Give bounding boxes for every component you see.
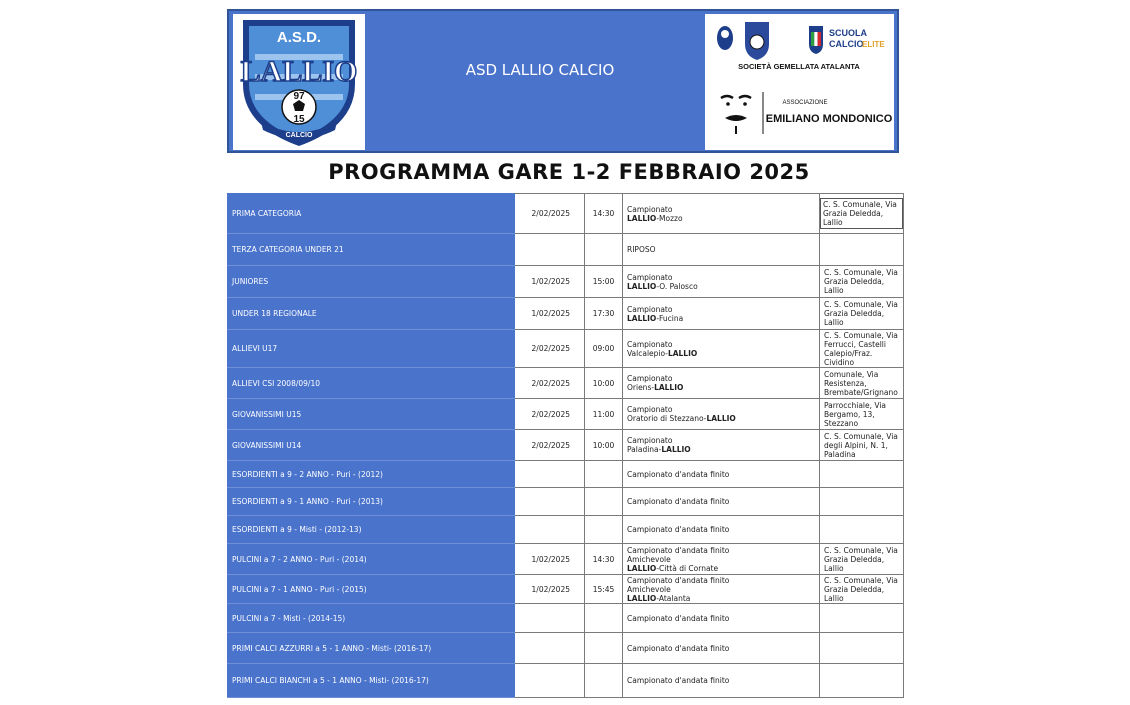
team-pre: Oriens- <box>627 383 655 392</box>
match-line1: Campionato <box>627 405 673 414</box>
time-cell <box>585 604 623 633</box>
date-cell <box>515 664 585 698</box>
match-cell <box>623 516 820 544</box>
time-cell <box>585 234 623 266</box>
category-cell: PRIMA CATEGORIA <box>228 194 515 234</box>
match-line1: Campionato <box>627 339 673 349</box>
match-cell <box>623 368 820 399</box>
mondonico-text: EMILIANO MONDONICO <box>765 113 893 125</box>
location-text: C. S. Comunale, Via Grazia Deledda, Lallio <box>824 268 898 295</box>
team-lallio: LALLIO <box>627 281 657 291</box>
match-line1: Campionato <box>627 272 673 282</box>
match-line2: Amichevole <box>627 554 671 564</box>
category-cell: JUNIORES <box>228 266 515 298</box>
location-text: C. S. Comunale, Via Grazia Deledda, Lallio <box>824 575 898 603</box>
table-row <box>228 544 904 575</box>
date-cell <box>515 604 585 633</box>
location-cell <box>820 461 904 488</box>
location-cell <box>820 194 904 234</box>
time-cell: 10:00 <box>585 368 623 399</box>
location-cell <box>820 488 904 516</box>
category-cell: UNDER 18 REGIONALE <box>228 298 515 330</box>
match-line1: Campionato d'andata finito <box>627 575 730 585</box>
atalanta-icon <box>717 26 733 50</box>
date-cell <box>515 516 585 544</box>
mondonico-face-icon <box>721 96 751 134</box>
location-cell <box>820 234 904 266</box>
category-cell: PULCINI a 7 - 2 ANNO - Puri - (2014) <box>228 544 515 575</box>
location-text: C. S. Comunale, Via degli Alpini, N. 1, Paladina <box>824 431 898 459</box>
match-cell <box>623 399 820 430</box>
match-line1: Campionato <box>627 304 673 314</box>
logo-name-text: LALLIO <box>240 55 358 88</box>
category-cell: ALLIEVI CSI 2008/09/10 <box>228 368 515 399</box>
club-logo <box>233 14 365 150</box>
category-cell: ESORDIENTI a 9 - 2 ANNO - Puri - (2012) <box>228 461 515 488</box>
match-line1: RIPOSO <box>627 245 656 254</box>
match-line1: Campionato d'andata finito <box>627 643 730 653</box>
team-lallio: LALLIO <box>627 213 657 223</box>
location-cell <box>820 664 904 698</box>
match-cell <box>623 461 820 488</box>
time-cell <box>585 633 623 664</box>
calcio-text: CALCIO <box>829 39 864 49</box>
match-cell <box>623 330 820 368</box>
date-cell: 2/02/2025 <box>515 368 585 399</box>
header-banner <box>227 9 899 153</box>
match-line1: Campionato d'andata finito <box>627 545 730 555</box>
scuola-text: SCUOLA <box>829 28 867 38</box>
location-cell <box>820 633 904 664</box>
match-line1: Campionato d'andata finito <box>627 613 730 623</box>
table-row <box>228 488 904 516</box>
date-cell: 2/02/2025 <box>515 399 585 430</box>
time-cell: 09:00 <box>585 330 623 368</box>
partner-logos <box>705 14 894 150</box>
match-line1: Campionato d'andata finito <box>627 497 730 506</box>
table-row <box>228 330 904 368</box>
match-cell <box>623 194 820 234</box>
location-text: C. S. Comunale, Via Grazia Deledda, Lallio <box>824 300 898 327</box>
team-post: -Città di Cornate <box>656 563 719 573</box>
partner-badge-icon <box>745 22 769 60</box>
category-cell: PRIMI CALCI AZZURRI a 5 - 1 ANNO - Misti- (2016-17) <box>228 633 515 664</box>
match-cell <box>623 234 820 266</box>
match-teams <box>627 594 815 603</box>
table-row <box>228 266 904 298</box>
match-teams <box>627 282 815 291</box>
table-row <box>228 399 904 430</box>
time-cell: 14:30 <box>585 544 623 575</box>
date-cell <box>515 488 585 516</box>
logo-asd-text: A.S.D. <box>276 29 322 46</box>
date-cell: 1/02/2025 <box>515 575 585 604</box>
date-cell <box>515 633 585 664</box>
match-cell <box>623 266 820 298</box>
location-cell <box>820 298 904 330</box>
gemellata-text: SOCIETÀ GEMELLATA ATALANTA <box>738 62 860 71</box>
table-row <box>228 604 904 633</box>
match-cell <box>623 664 820 698</box>
logo-ribbon-text: CALCIO <box>285 132 313 139</box>
match-cell <box>623 488 820 516</box>
location-text: C. S. Comunale, Via Grazia Deledda, Lallio <box>824 545 898 573</box>
match-teams <box>627 349 815 358</box>
category-cell: ESORDIENTI a 9 - Misti - (2012-13) <box>228 516 515 544</box>
location-cell <box>820 544 904 575</box>
time-cell: 11:00 <box>585 399 623 430</box>
date-cell <box>515 461 585 488</box>
category-cell: PRIMI CALCI BIANCHI a 5 - 1 ANNO - Misti- (2016-17) <box>228 664 515 698</box>
match-teams <box>627 314 815 323</box>
table-row <box>228 368 904 399</box>
location-cell <box>820 266 904 298</box>
match-cell <box>623 604 820 633</box>
match-teams <box>627 214 815 223</box>
date-cell: 2/02/2025 <box>515 430 585 461</box>
logo-year-top: 97 <box>293 91 305 102</box>
team-lallio: LALLIO <box>661 445 691 454</box>
team-lallio: LALLIO <box>627 593 657 603</box>
match-teams <box>627 445 815 454</box>
category-cell: ESORDIENTI a 9 - 1 ANNO - Puri - (2013) <box>228 488 515 516</box>
category-cell: PULCINI a 7 - Misti - (2014-15) <box>228 604 515 633</box>
team-lallio: LALLIO <box>667 348 698 358</box>
category-cell: GIOVANISSIMI U14 <box>228 430 515 461</box>
location-cell <box>820 399 904 430</box>
team-pre: Valcalepio- <box>627 348 668 358</box>
match-line1: Campionato d'andata finito <box>627 676 730 685</box>
team-lallio: LALLIO <box>654 383 684 392</box>
match-cell <box>623 633 820 664</box>
time-cell <box>585 664 623 698</box>
team-lallio: LALLIO <box>627 563 657 573</box>
match-line1: Campionato <box>627 204 673 214</box>
date-cell: 2/02/2025 <box>515 330 585 368</box>
match-cell <box>623 575 820 604</box>
category-cell: ALLIEVI U17 <box>228 330 515 368</box>
team-post: -Fucina <box>656 313 684 323</box>
location-cell <box>820 368 904 399</box>
match-teams <box>627 383 815 392</box>
table-row <box>228 234 904 266</box>
time-cell: 15:00 <box>585 266 623 298</box>
date-cell: 1/02/2025 <box>515 266 585 298</box>
time-cell: 14:30 <box>585 194 623 234</box>
location-cell <box>820 330 904 368</box>
table-row <box>228 298 904 330</box>
date-cell <box>515 234 585 266</box>
time-cell: 17:30 <box>585 298 623 330</box>
match-teams <box>627 564 815 573</box>
team-lallio: LALLIO <box>706 414 736 423</box>
table-row <box>228 516 904 544</box>
category-cell: GIOVANISSIMI U15 <box>228 399 515 430</box>
location-cell <box>820 604 904 633</box>
team-post: -Atalanta <box>656 593 691 603</box>
match-cell <box>623 430 820 461</box>
category-cell: PULCINI a 7 - 1 ANNO - Puri - (2015) <box>228 575 515 604</box>
time-cell <box>585 461 623 488</box>
location-cell <box>820 516 904 544</box>
logo-year-bottom: 15 <box>293 114 305 125</box>
team-pre: Paladina- <box>627 445 662 454</box>
date-cell: 1/02/2025 <box>515 544 585 575</box>
location-text: Parrocchiale, Via Bergamo, 13, Stezzano <box>824 400 887 428</box>
team-post: -Mozzo <box>656 213 683 223</box>
page-title: PROGRAMMA GARE 1-2 FEBBRAIO 2025 <box>328 160 810 184</box>
match-cell <box>623 298 820 330</box>
match-line2: Amichevole <box>627 584 671 594</box>
date-cell: 1/02/2025 <box>515 298 585 330</box>
table-row <box>228 575 904 604</box>
time-cell <box>585 516 623 544</box>
location-text: C. S. Comunale, Via Grazia Deledda, Lallio <box>820 198 903 229</box>
category-cell: TERZA CATEGORIA UNDER 21 <box>228 234 515 266</box>
team-pre: Oratorio di Stezzano- <box>627 414 707 423</box>
table-row <box>228 633 904 664</box>
elite-text: ELITE <box>862 40 885 49</box>
time-cell: 15:45 <box>585 575 623 604</box>
figc-icon <box>809 26 823 54</box>
match-line1: Campionato <box>627 374 673 383</box>
team-post: -O. Palosco <box>656 281 698 291</box>
team-lallio: LALLIO <box>627 313 657 323</box>
club-name: ASD LALLIO CALCIO <box>465 61 615 79</box>
location-cell <box>820 430 904 461</box>
associazione-text: ASSOCIAZIONE <box>782 100 828 106</box>
table-row <box>228 430 904 461</box>
time-cell <box>585 488 623 516</box>
time-cell: 10:00 <box>585 430 623 461</box>
location-text: C. S. Comunale, Via Ferrucci, Castelli Calepio/Fraz. Cividino <box>824 330 898 367</box>
location-cell <box>820 575 904 604</box>
location-text: Comunale, Via Resistenza, Brembate/Grignano <box>824 369 898 397</box>
table-row <box>228 461 904 488</box>
match-line1: Campionato d'andata finito <box>627 469 730 479</box>
date-cell: 2/02/2025 <box>515 194 585 234</box>
table-row <box>228 194 904 234</box>
match-cell <box>623 544 820 575</box>
match-line1: Campionato <box>627 436 673 445</box>
matches-table <box>227 193 904 698</box>
match-teams <box>627 414 815 423</box>
match-line1: Campionato d'andata finito <box>627 525 730 534</box>
table-row <box>228 664 904 698</box>
